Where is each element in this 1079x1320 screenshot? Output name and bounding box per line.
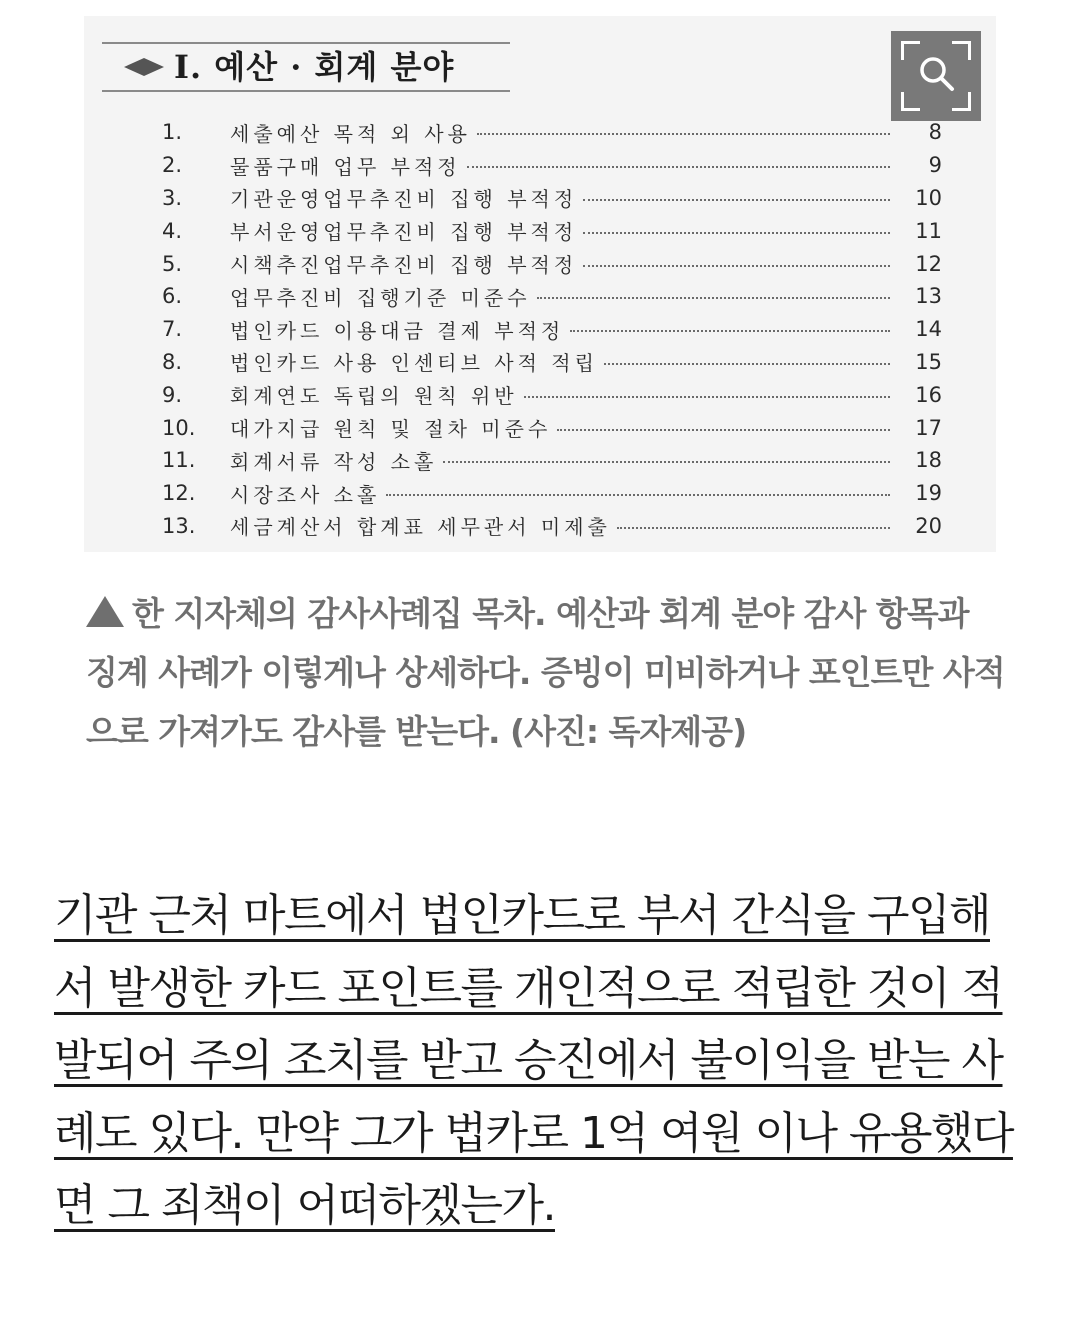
toc-page-number: 11	[915, 218, 942, 243]
toc-row	[162, 280, 942, 313]
toc-number: 1.	[162, 120, 183, 145]
toc-title: 시장조사 소홀	[230, 482, 381, 507]
toc-leader-dots	[443, 461, 890, 463]
toc-row	[162, 247, 942, 280]
toc-title: 회계연도 독립의 원칙 위반	[230, 384, 518, 409]
toc-page-number: 8	[928, 120, 942, 145]
toc-number: 13.	[162, 513, 196, 538]
toc-number: 2.	[162, 153, 183, 178]
search-icon	[918, 55, 956, 93]
toc-title: 기관운영업무추진비 집행 부적정	[230, 187, 578, 212]
toc-number: 6.	[162, 284, 183, 309]
article-paragraph: 기관 근처 마트에서 법인카드로 부서 간식을 구입해서 발생한 카드 포인트를 개인적으로 적립한 것이 적발되어 주의 조치를 받고 승진에서 불이익을 받는 사례도 있다. 만약 그가 법카로 1억 여원 이나 유용했다면 그 죄책이 어떠하겠는가.	[54, 890, 1013, 1231]
toc-title: 물품구매 업무 부적정	[230, 154, 461, 179]
toc-number: 10.	[162, 415, 196, 440]
caption-text: 한 지자체의 감사사례집 목차. 예산과 회계 분야 감사 항목과 징계 사례가 이렇게나 상세하다. 증빙이 미비하거나 포인트만 사적으로 가져가도 감사를 받는다. (사진: 독자제공)	[86, 594, 1005, 751]
toc-number: 9.	[162, 382, 183, 407]
toc-leader-dots	[583, 232, 890, 234]
header-rule-top	[102, 42, 510, 44]
toc-title: 업무추진비 집행기준 미준수	[230, 285, 531, 310]
toc-row	[162, 510, 942, 543]
toc-row	[162, 411, 942, 444]
toc-row	[162, 346, 942, 379]
toc-page-number: 16	[915, 382, 942, 407]
toc-title: 회계서류 작성 소홀	[230, 449, 438, 474]
toc-number: 11.	[162, 448, 196, 473]
toc-title: 대가지급 원칙 및 절차 미준수	[230, 417, 552, 442]
toc-number: 12.	[162, 481, 196, 506]
toc-title: 세출예산 목적 외 사용	[230, 121, 471, 146]
toc-number: 3.	[162, 185, 183, 210]
zoom-image-button[interactable]	[891, 31, 981, 121]
toc-number: 8.	[162, 349, 183, 374]
toc-title: 세금계산서 합계표 세무관서 미제출	[230, 515, 611, 540]
image-caption	[86, 584, 1006, 761]
header-rule-bottom	[102, 90, 510, 92]
toc-row	[162, 444, 942, 477]
section-title: Ⅰ. 예산 · 회계 분야	[174, 48, 455, 86]
corner-bracket-icon	[952, 92, 971, 111]
toc-leader-dots	[386, 494, 890, 496]
toc-title: 법인카드 사용 인센티브 사적 적립	[230, 351, 598, 376]
toc-number: 5.	[162, 251, 183, 276]
toc-title: 시책추진업무추진비 집행 부적정	[230, 253, 578, 278]
toc-page-number: 15	[915, 349, 942, 374]
toc-row	[162, 182, 942, 215]
section-header	[102, 42, 510, 92]
toc-leader-dots	[537, 297, 890, 299]
toc-leader-dots	[557, 429, 890, 431]
toc-leader-dots	[604, 363, 890, 365]
toc-page-number: 18	[915, 448, 942, 473]
toc-row	[162, 378, 942, 411]
toc-title: 부서운영업무추진비 집행 부적정	[230, 220, 578, 245]
diamond-bullet-icon	[124, 58, 164, 67]
toc-leader-dots	[477, 133, 890, 135]
toc-page-number: 14	[915, 317, 942, 342]
toc-leader-dots	[570, 330, 890, 332]
toc-page-number: 12	[915, 251, 942, 276]
toc-row	[162, 477, 942, 510]
toc-page-number: 20	[915, 513, 942, 538]
toc-leader-dots	[524, 396, 890, 398]
toc-number: 7.	[162, 317, 183, 342]
toc-title: 법인카드 이용대금 결제 부적정	[230, 318, 565, 343]
toc-page-number: 9	[928, 153, 942, 178]
toc-list	[162, 116, 942, 542]
toc-row	[162, 214, 942, 247]
toc-page-number: 19	[915, 481, 942, 506]
triangle-up-icon	[86, 596, 124, 627]
corner-bracket-icon	[901, 92, 920, 111]
toc-leader-dots	[467, 166, 890, 168]
toc-page-number: 17	[915, 415, 942, 440]
toc-page-number: 13	[915, 284, 942, 309]
toc-leader-dots	[617, 527, 890, 529]
toc-row	[162, 313, 942, 346]
toc-row	[162, 116, 942, 149]
toc-page-number: 10	[915, 185, 942, 210]
toc-document-image[interactable]	[84, 16, 996, 552]
toc-leader-dots	[583, 199, 890, 201]
toc-leader-dots	[583, 265, 890, 267]
toc-row	[162, 149, 942, 182]
toc-number: 4.	[162, 218, 183, 243]
